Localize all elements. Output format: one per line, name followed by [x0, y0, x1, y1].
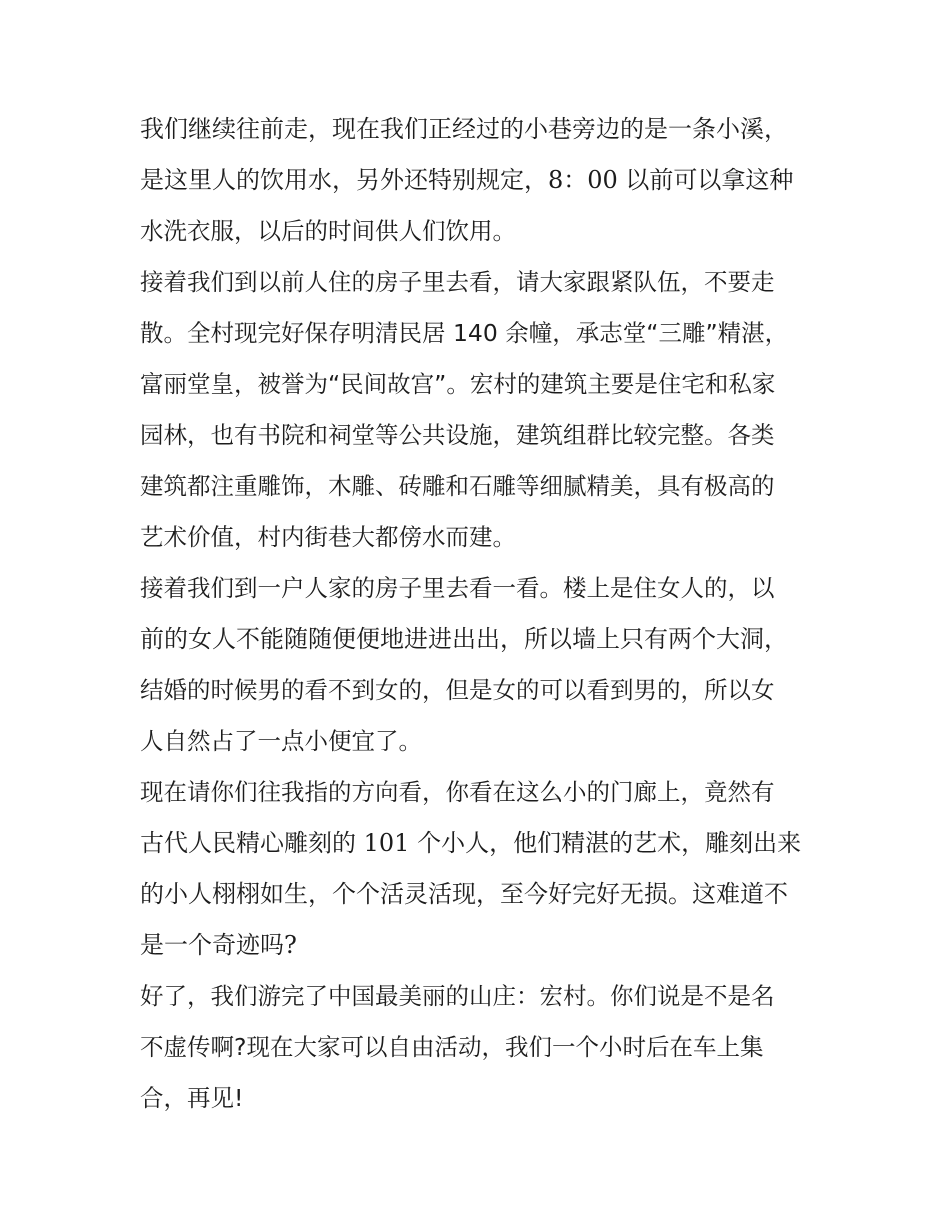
text-line: 艺术价值，村内街巷大都傍水而建。	[140, 523, 516, 551]
text-line: 合，再见!	[140, 1084, 244, 1112]
text-line: 富丽堂皇，被誉为“民间故宫”。宏村的建筑主要是住宅和私家	[140, 370, 776, 398]
paragraph-4	[140, 767, 812, 971]
text-line: 我们继续往前走，现在我们正经过的小巷旁边的是一条小溪，	[140, 115, 788, 143]
document-body	[140, 104, 812, 1124]
text-line: 园林，也有书院和祠堂等公共设施，建筑组群比较完整。各类	[140, 421, 775, 449]
text-line: 前的女人不能随随便便地进进出出，所以墙上只有两个大洞，	[140, 625, 788, 653]
paragraph-1	[140, 104, 812, 257]
text-line: 现在请你们往我指的方向看，你看在这么小的门廊上，竟然有	[140, 778, 775, 806]
paragraph-3	[140, 563, 812, 767]
text-line: 的小人栩栩如生，个个活灵活现，至今好完好无损。这难道不	[140, 880, 788, 908]
text-line: 接着我们到以前人住的房子里去看，请大家跟紧队伍，不要走	[140, 268, 775, 296]
text-line: 结婚的时候男的看不到女的，但是女的可以看到男的，所以女	[140, 676, 775, 704]
text-line: 水洗衣服，以后的时间供人们饮用。	[140, 217, 516, 245]
paragraph-5	[140, 971, 812, 1124]
text-line: 是这里人的饮用水，另外还特别规定，8：00 以前可以拿这种	[140, 166, 794, 194]
text-line: 不虚传啊?现在大家可以自由活动，我们一个小时后在车上集	[140, 1033, 764, 1061]
text-line: 接着我们到一户人家的房子里去看一看。楼上是住女人的，以	[140, 574, 775, 602]
text-line: 好了，我们游完了中国最美丽的山庄：宏村。你们说是不是名	[140, 982, 775, 1010]
paragraph-2	[140, 257, 812, 563]
text-line: 古代人民精心雕刻的 101 个小人，他们精湛的艺术，雕刻出来	[140, 829, 802, 857]
text-line: 人自然占了一点小便宜了。	[140, 727, 422, 755]
text-line: 散。全村现完好保存明清民居 140 余幢，承志堂“三雕”精湛，	[140, 319, 789, 347]
text-line: 是一个奇迹吗?	[140, 931, 297, 959]
text-line: 建筑都注重雕饰，木雕、砖雕和石雕等细腻精美，具有极高的	[140, 472, 775, 500]
